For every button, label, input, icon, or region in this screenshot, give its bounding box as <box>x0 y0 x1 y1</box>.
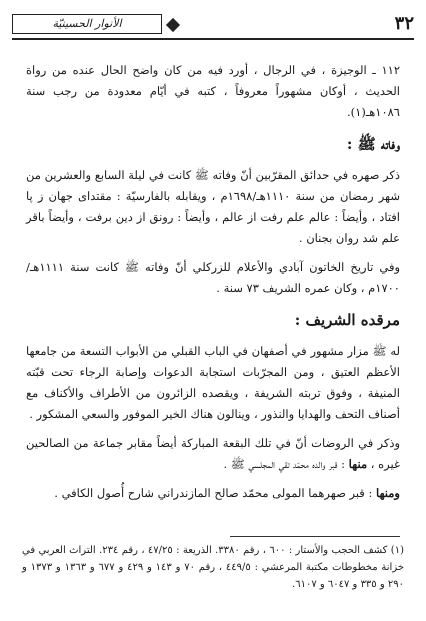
main-text <box>26 60 400 512</box>
paragraph-death-date: ذكر صهره في حدائق المقرّبين أنّ وفاته ﷺ كانت في ليلة السابع والعشرين من شهر رمضان من سنة ١١١٠هـ/١٦٩٨م ، ويقابله بالفارسيّة : مقتداى جهان ز پا افتاد ، وأيضاً : عالم علم رفت از عالم ، وأيضاً : رونق از دين برفت ، وأيضاً باقر علم شد روان بجنان . <box>26 168 400 245</box>
rawdat-text: وذكر في الروضات أنّ في تلك البقعة المباركة أيضاً مقابر جماعة من الصالحين غيره ، <box>26 436 400 471</box>
page-header <box>12 12 414 40</box>
paragraph-death-alt: وفي تاريخ الخاتون آبادي والأعلام للزركلي أنّ وفاته ﷺ كانت سنة ١١١١هـ/١٧٠٠م ، وكان عمره الشريف ٧٣ سنة . <box>26 260 400 295</box>
footnote-1: (١) كشف الحجب والأستار : ٦٠٠ ، رقم ٣٣٨٠. الذريعة : ٤٧/٢٥ ، رقم ٢٣٤. التراث العربي في خزانة مخطوطات مكتبة المرعشي : ٤٤٩/٥ ، رقم ٧٠ و ١٤٣ و ٤٢٩ و ٦٧٧ و ١٣٦٣ و ١٣٧٣ و ٢٩٠ و ٣٣٥ و ٦٠٤٧ و ٦١٠٧. <box>22 545 405 590</box>
section-heading-shrine: مرقده الشريف : <box>294 311 400 329</box>
footnote-divider <box>230 536 400 537</box>
wa-minha: ومنها <box>376 486 400 500</box>
rawdat-father: : قبر والده محمّد تقي المجلسي ﷺ . <box>223 457 346 471</box>
section-heading-death: وفاته ﷺ : <box>346 135 400 153</box>
footnotes <box>22 542 404 593</box>
rawdat-minha: منها <box>348 457 368 471</box>
paragraph-son-in-law <box>26 483 400 504</box>
running-head-calligraphy: الأنوار الحسينيّة <box>12 14 162 34</box>
son-in-law-text: : قبر صهرهما المولى محمّد صالح المازندراني شارح أُصول الكافي . <box>54 486 373 500</box>
paragraph-item-112: ١١٢ ـ الوجيزة ، في الرجال ، أورد فيه من كان واضح الحال عنده من رواة الحديث ، أوكان مشهوراً معروفاً ، كتبه في أيّام معدودة من رجب سنة ١٠٨٦هـ(١). <box>26 63 400 119</box>
ornament-icon <box>166 18 180 32</box>
paragraph-shrine: له ﷺ مزار مشهور في أصفهان في الباب القبلي من الأبواب التسعة من جامعها الأعظم العتيق ، ومن المجرّبات استجابة الدعوات وإصابة الرجاء تحت قبّته المنيفة ، وفوق تربته الشريفة ، ويقصده الزائرون من الأطراف والأكناف مع أصناف التحف والهدايا والنذور ، وينالون هناك الخير الموفور والسعي المشكور . <box>26 344 400 421</box>
paragraph-rawdat <box>26 433 400 475</box>
page-number: ٣٢ <box>394 13 414 34</box>
